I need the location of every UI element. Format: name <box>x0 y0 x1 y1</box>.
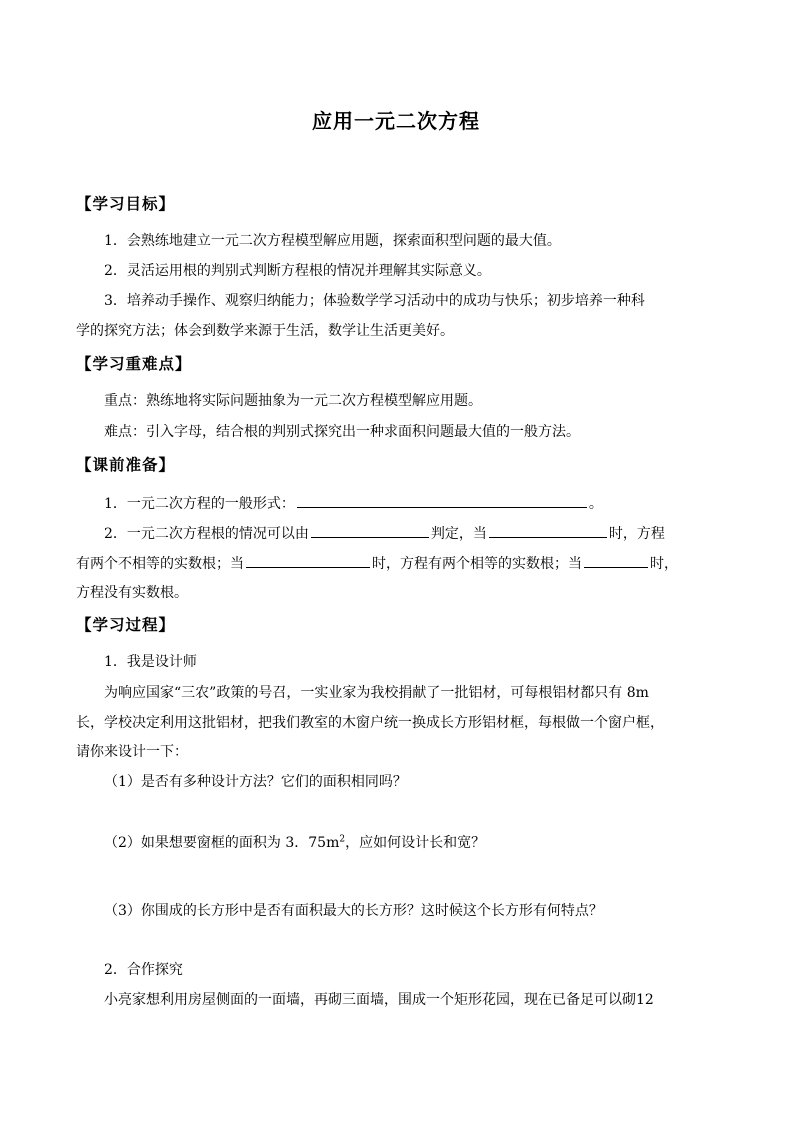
prep-question-2-line-2 <box>76 553 678 574</box>
subsection-title-designer: 1．我是设计师 <box>104 654 197 670</box>
prep-q1-suffix: 。 <box>588 496 603 512</box>
prep-q1-prefix: 1．一元二次方程的一般形式： <box>104 496 295 512</box>
prep-q2-text: 时， <box>650 556 678 572</box>
subsection-title-cooperation: 2．合作探究 <box>104 962 183 978</box>
prep-q2-text: 时，方程有两个相等的实数根；当 <box>372 556 582 572</box>
question-2-prefix: （2）如果想要窗框的面积为 3．75m <box>104 835 340 851</box>
question-3: （3）你围成的长方形中是否有面积最大的长方形？这时候这个长方形有何特点？ <box>104 903 603 919</box>
prep-q2-text: 2．一元二次方程根的情况可以由 <box>104 526 309 542</box>
goal-item: 1．会熟练地建立一元二次方程模型解应用题，探索面积型问题的最大值。 <box>104 233 561 249</box>
section-heading-prep: 【课前准备】 <box>76 455 176 474</box>
goal-item: 2．灵活运用根的判别式判断方程根的情况并理解其实际意义。 <box>104 263 491 279</box>
goal-item: 3．培养动手操作、观察归纳能力；体验数学学习活动中的成功与快乐；初步培养一种科 <box>104 293 645 309</box>
problem-text: 小亮家想利用房屋侧面的一面墙，再砌三面墙，围成一个矩形花园，现在已备足可以砌12 <box>104 992 654 1008</box>
key-point-item: 重点：熟练地将实际问题抽象为一元二次方程模型解应用题。 <box>104 393 482 409</box>
section-heading-key-points: 【学习重难点】 <box>76 354 192 373</box>
section-heading-process: 【学习过程】 <box>76 615 176 634</box>
prep-q2-text: 时，方程 <box>608 526 665 542</box>
key-point-item: 难点：引入字母，结合根的判别式探究出一种求面积问题最大值的一般方法。 <box>104 424 580 440</box>
prep-q2-text: 有两个不相等的实数根；当 <box>76 556 244 572</box>
answer-blank[interactable] <box>246 553 370 568</box>
problem-text: 请你来设计一下： <box>76 744 188 760</box>
prep-question-2-line-1 <box>104 523 665 544</box>
question-2-suffix: ，应如何设计长和宽？ <box>345 835 486 851</box>
section-heading-goals: 【学习目标】 <box>76 194 176 213</box>
answer-blank[interactable] <box>584 553 648 568</box>
prep-question-2-line-3: 方程没有实数根。 <box>76 585 188 601</box>
answer-blank[interactable] <box>489 523 607 538</box>
problem-text: 为响应国家“三农”政策的号召，一实业家为我校捐献了一批铝材，可每根铝材都只有 8m <box>104 685 649 701</box>
goal-item-continuation: 学的探究方法；体会到数学来源于生活，数学让生活更美好。 <box>76 323 454 339</box>
question-1: （1）是否有多种设计方法？它们的面积相同吗？ <box>104 774 407 790</box>
prep-question-1 <box>104 493 603 514</box>
answer-blank[interactable] <box>297 493 587 508</box>
prep-q2-text: 判定，当 <box>430 526 487 542</box>
superscript: 2 <box>339 834 346 845</box>
page-title: 应用一元二次方程 <box>312 109 480 133</box>
problem-text: 长，学校决定利用这批铝材，把我们教室的木窗户统一换成长方形铝材框，每根做一个窗户框， <box>76 715 664 731</box>
question-2 <box>104 833 485 853</box>
answer-blank[interactable] <box>311 523 429 538</box>
